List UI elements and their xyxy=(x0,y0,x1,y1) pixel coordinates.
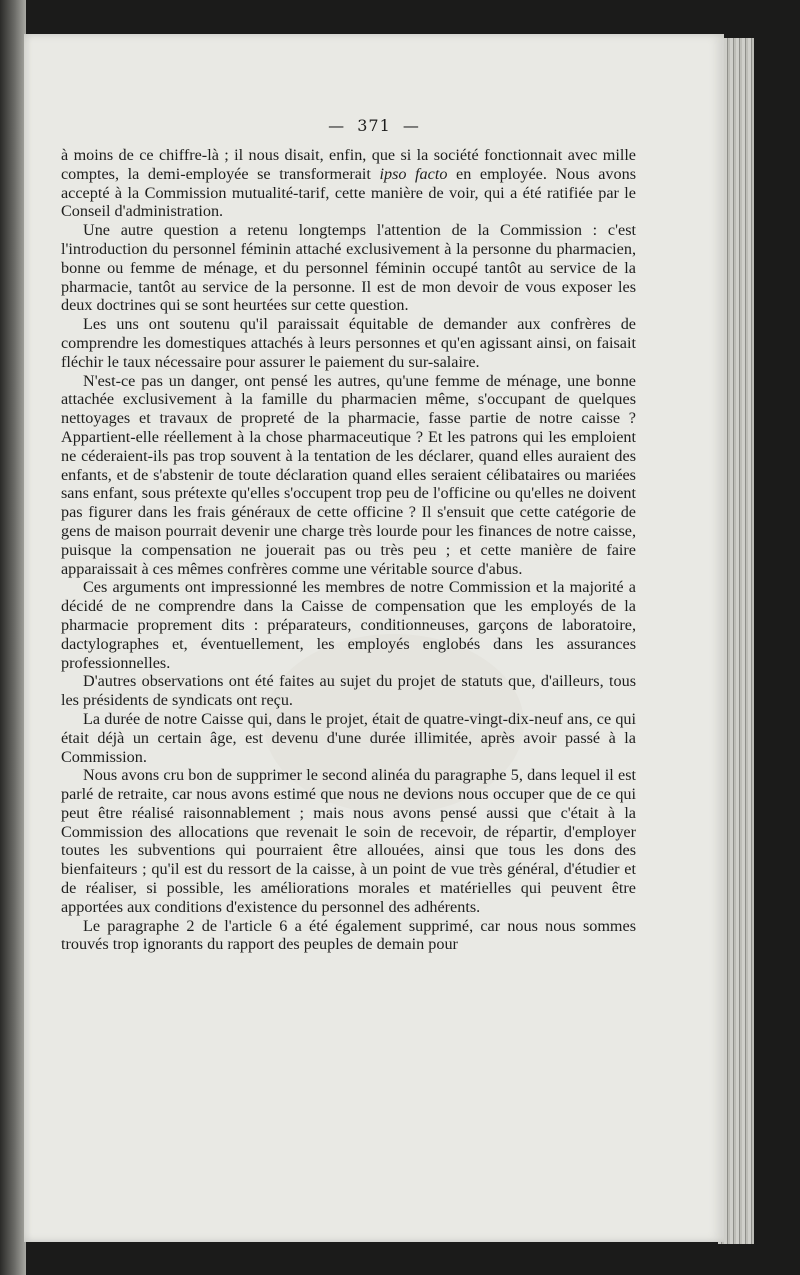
previous-page-edge xyxy=(0,0,26,1275)
paragraph-9: Le paragraphe 2 de l'article 6 a été également supprimé, car nous nous sommes trouvés trop ignorants du rapport des peuples de demain pour xyxy=(61,916,636,954)
paragraph-8: Nous avons cru bon de supprimer le second alinéa du paragraphe 5, dans lequel il est parlé de retraite, car nous avons estimé que nous ne devions nous occuper que de ce qui peut être réalisé raisonnablement ; mais nous avons pensé aussi que c'était à la Commission des allocations que revenait le soin de recevoir, de répartir, d'employer toutes les subventions qui pourraient être allouées, ainsi que tous les dons des bienfaiteurs ; qu'il est du ressort de la caisse, à un point de vue très général, d'étudier et de réaliser, si possible, les améliorations morales et matérielles qui peuvent être apportées aux conditions d'existence du personnel des adhérents. xyxy=(61,766,636,916)
paragraph-1-start: à moins de ce chiffre-là ; il nous disait, enfin, que si la société fonctionnait avec mille comptes, la demi-employée se transformerait xyxy=(61,146,636,183)
dash-left: — xyxy=(328,116,346,135)
paragraph-2: Une autre question a retenu longtemps l'attention de la Commission : c'est l'introduction du personnel féminin attaché exclusivement à la personne du pharmacien, bonne ou femme de ménage, et du personnel féminin occupé tantôt au service de la pharmacie, tantôt au service de la personne. Il est de mon devoir de vous exposer les deux doctrines qui se sont heurtées sur cette question. xyxy=(61,221,636,315)
body-text xyxy=(61,146,636,954)
paragraph-7: La durée de notre Caisse qui, dans le projet, était de quatre-vingt-dix-neuf ans, ce qui était déjà un certain âge, est devenu d'une durée illimitée, après avoir passé à la Commission. xyxy=(61,709,636,766)
page-number: 371 xyxy=(357,116,391,135)
dash-right: — xyxy=(402,116,420,135)
paragraph-5: Ces arguments ont impressionné les membres de notre Commission et la majorité a décidé de ne comprendre dans la Caisse de compensation que les employés de la pharmacie proprement dits : préparateurs, conditionneuses, garçons de laboratoire, dactylographes et, éventuellement, les employés englobés dans les assurances professionnelles. xyxy=(61,578,636,672)
paragraph-4: N'est-ce pas un danger, ont pensé les autres, qu'une femme de ménage, une bonne attachée exclusivement à la famille du pharmacien même, s'occupant de quelques nettoyages et travaux de propreté de la pharmacie, fasse partie de notre caisse ? Appartient-elle réellement à la chose pharmaceutique ? Et les patrons qui les emploient ne céderaient-ils pas trop souvent à la tentation de les déclarer, quand elles auraient des enfants, et de s'abstenir de toute déclaration quand elles seraient célibataires ou mariées sans enfant, sous prétexte qu'elles s'occupent trop peu de l'officine ou qu'elles ne doivent pas figurer dans les frais généraux de cette officine ? Il s'ensuit que cette catégorie de gens de maison pourrait devenir une charge très lourde pour les finances de notre caisse, puisque la compensation ne jouerait pas ou très peu ; et cette manière de faire apparaissait à ces mêmes confrères comme une véritable source d'abus. xyxy=(61,371,636,578)
background-margin xyxy=(754,40,800,1250)
book-page xyxy=(24,34,724,1242)
paragraph-6: D'autres observations ont été faites au sujet du projet de statuts que, d'ailleurs, tous les présidents de syndicats ont reçu. xyxy=(61,672,636,710)
paragraph-3: Les uns ont soutenu qu'il paraissait équitable de demander aux confrères de comprendre les domestiques attachés à leurs personnes et qu'en agissant ainsi, on faisait fléchir le taux nécessaire pour assurer le paiement du sur-salaire. xyxy=(61,315,636,371)
paragraph-1-italic: ipso facto xyxy=(379,164,448,183)
paragraph-1-end: en employée. Nous avons accepté à la Commission mutualité-tarif, cette manière de voir, qui a été ratifiée par le Conseil d'administration. xyxy=(61,164,636,221)
page-header xyxy=(24,116,724,135)
paragraph-1 xyxy=(61,146,636,221)
